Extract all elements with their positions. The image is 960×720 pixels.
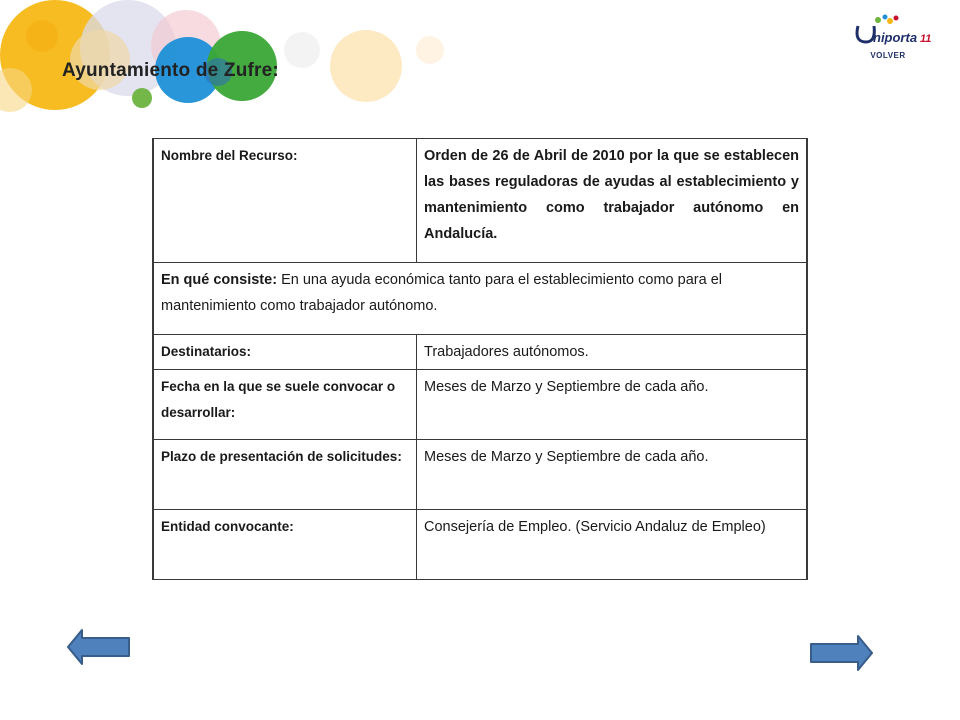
call-date-label: Fecha en la que se suele convocar o desarrollar: [153,370,417,440]
resource-table [152,138,808,580]
description-label: En qué consiste: [161,272,278,288]
resource-name-label: Nombre del Recurso: [153,139,417,263]
table-row [153,335,807,370]
resource-name-value: Orden de 26 de Abril de 2010 por la que se establecen las bases reguladoras de ayudas al establecimiento y mantenimiento como trabajador autónomo en Andalucía. [417,139,808,263]
table-row [153,440,807,510]
deadline-label: Plazo de presentación de solicitudes: [153,440,417,510]
table-row [153,510,807,580]
entity-value: Consejería de Empleo. (Servicio Andaluz de Empleo) [417,510,808,580]
svg-text:niporta: niporta [873,30,918,45]
call-date-value: Meses de Marzo y Septiembre de cada año. [417,370,808,440]
table-row [153,370,807,440]
right-arrow-icon[interactable] [808,633,874,673]
svg-text:11: 11 [920,33,932,45]
table-row [153,263,807,335]
volver-link[interactable]: VOLVER [870,51,906,60]
description-cell [153,263,807,335]
description-value: En una ayuda económica tanto para el establecimiento como para el mantenimiento como trabajador autónomo. [161,272,722,314]
deadline-value: Meses de Marzo y Septiembre de cada año. [417,440,808,510]
page-title: Ayuntamiento de Zufre: [62,60,279,81]
table-row [153,139,807,263]
recipients-value: Trabajadores autónomos. [417,335,808,370]
uniporta-logo [848,12,932,48]
recipients-label: Destinatarios: [153,335,417,370]
left-arrow-icon[interactable] [66,627,132,667]
entity-label: Entidad convocante: [153,510,417,580]
